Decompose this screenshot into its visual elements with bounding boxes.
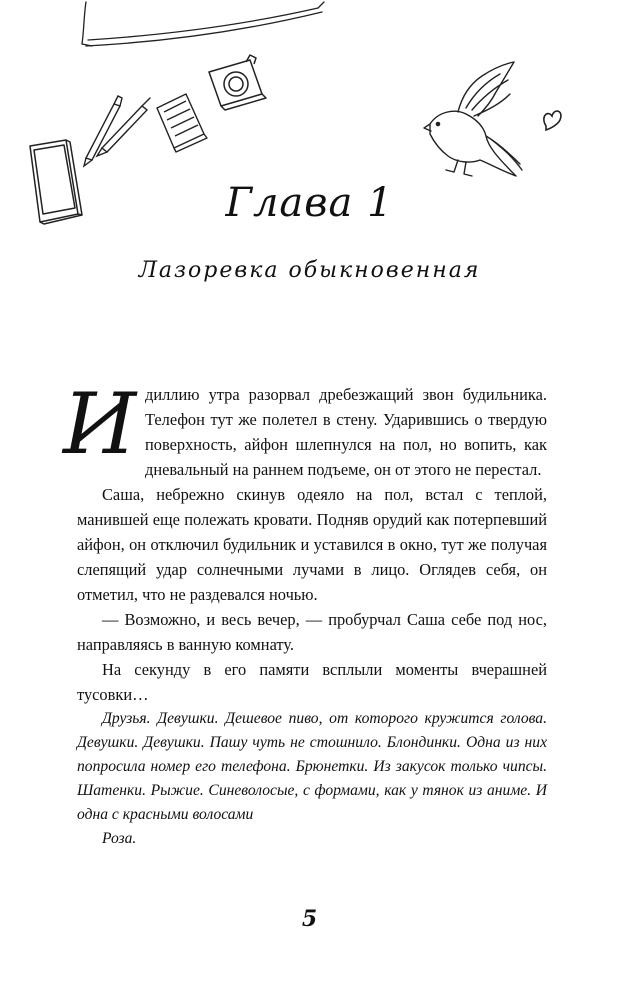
camera-icon xyxy=(209,55,266,110)
chapter-body xyxy=(63,375,547,851)
chapter-title: Глава 1 xyxy=(225,180,394,226)
drop-cap: И xyxy=(63,375,137,473)
chapter-subtitle: Лазоревка обыкновенная xyxy=(138,258,481,283)
paragraph-1-text: диллию утра разорвал дребезжащий звон будильника. Телефон тут же полетел в стену. Ударившись о твердую поверхность, айфон шлепнулся на пол, но вопить, как дневальный на раннем подъеме, он от этого не перестал. xyxy=(145,385,547,479)
paragraph-5: Друзья. Девушки. Дешевое пиво, от которого кружится голова. Девушки. Девушки. Пашу чуть не стошнило. Блондинки. Одна из них попросила номер его телефона. Брюнетки. Из закусок только чипсы. Шатенки. Рыжие. Синеволосые, с формами, как у тянок из аниме. И одна с красными волосами xyxy=(77,710,547,823)
header-illustrations xyxy=(0,0,619,300)
heart-icon xyxy=(544,111,561,130)
pencil-line-icon xyxy=(82,2,324,46)
paragraph-4: На секунду в его памяти всплыли моменты вчерашней тусовки… xyxy=(77,660,547,704)
pens-icon xyxy=(84,96,150,166)
paragraph-2: Саша, небрежно скинув одеяло на пол, встал с теплой, манившей еще полежать кровати. Подняв орудий как потерпевший айфон, он отключил будильник и уставился в окно, тут же получая слепящий удар солнечными лучами в лицо. Оглядев себя, он отметил, что не раздевался ночью. xyxy=(77,485,547,604)
page-number: 5 xyxy=(301,906,318,932)
paragraph-6: Роза. xyxy=(102,830,137,847)
paragraph-1 xyxy=(63,375,547,482)
bird-icon xyxy=(424,62,522,176)
notepad-icon xyxy=(157,94,207,152)
paragraph-3: — Возможно, и весь вечер, — пробурчал Саша себе под нос, направляясь в ванную комнату. xyxy=(77,610,547,654)
